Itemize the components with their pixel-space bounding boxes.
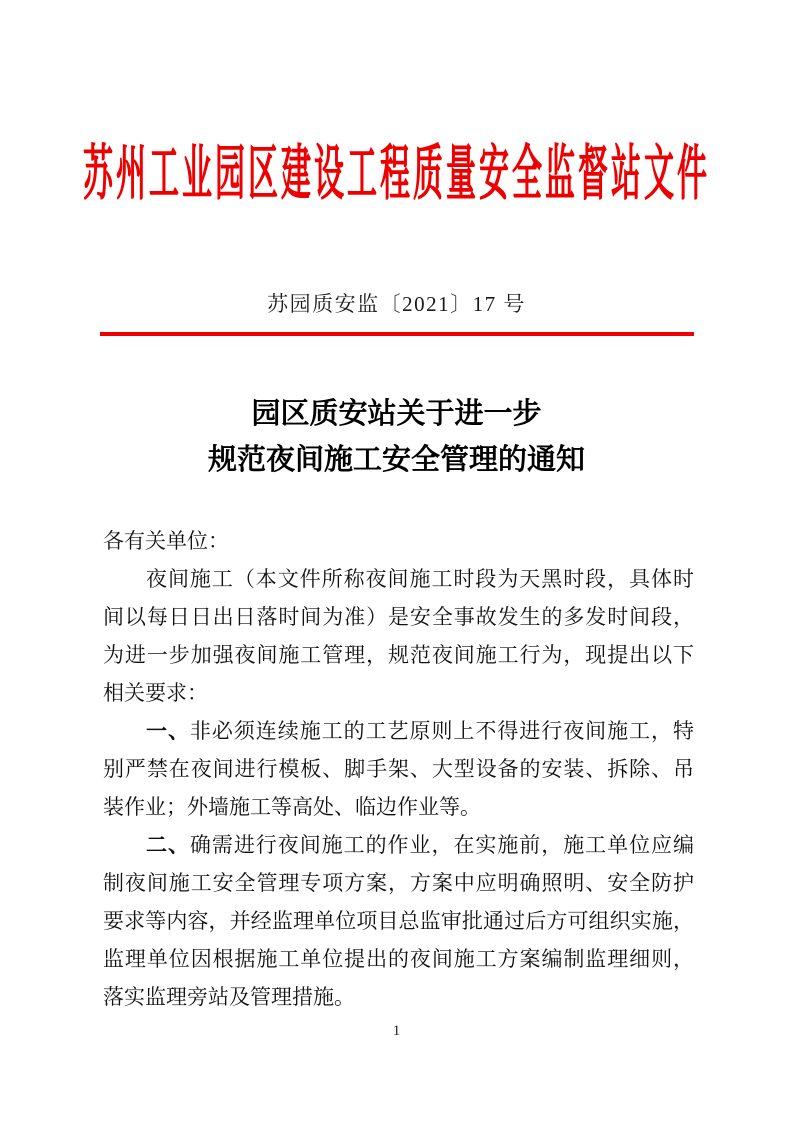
- document-number: 苏园质安监〔2021〕17 号: [267, 292, 526, 316]
- body-line-text: 落实监理旁站及管理措施。: [103, 985, 355, 1009]
- body-line: [103, 598, 694, 636]
- body-line-text: 要求等内容，并经监理单位项目总监审批通过后方可组织实施，: [103, 909, 694, 933]
- red-divider-line: [100, 332, 694, 336]
- body-line-text: 各有关单位：: [103, 529, 229, 553]
- body-line: [103, 940, 694, 978]
- body-line-item-1: [103, 712, 694, 750]
- body-line: [103, 674, 694, 712]
- red-header-banner: [0, 124, 793, 208]
- body-line-item-2: [103, 826, 694, 864]
- body-line-text: 制夜间施工安全管理专项方案，方案中应明确照明、安全防护: [103, 871, 694, 895]
- issuing-agency-title: 苏州工业园区建设工程质量安全监督站文件: [83, 142, 710, 208]
- body-line-text: 装作业；外墙施工等高处、临边作业等。: [103, 795, 481, 819]
- notice-title-line-1: 园区质安站关于进一步: [251, 398, 542, 430]
- body-line: [103, 864, 694, 902]
- body-line-text: 为进一步加强夜间施工管理，规范夜间施工行为，现提出以下: [103, 643, 694, 667]
- salutation-line: [103, 522, 694, 560]
- body-line-text: 夜间施工（本文件所称夜间施工时段为天黑时段，具体时: [146, 567, 694, 591]
- body-line-text: 确需进行夜间施工的作业，在实施前，施工单位应编: [189, 833, 695, 857]
- notice-title-line-2: 规范夜间施工安全管理的通知: [207, 444, 585, 476]
- item-number-emphasis: 二、: [146, 834, 190, 857]
- body-line: [103, 902, 694, 940]
- body-line-text: 别严禁在夜间进行模板、脚手架、大型设备的安装、拆除、吊: [103, 757, 694, 781]
- body-line-text: 非必须连续施工的工艺原则上不得进行夜间施工，特: [189, 719, 695, 743]
- page-number: 1: [392, 1023, 401, 1039]
- item-number-emphasis: 一、: [146, 720, 190, 743]
- body-line-text: 间以每日日出日落时间为准）是安全事故发生的多发时间段，: [103, 605, 694, 629]
- body-line: [103, 750, 694, 788]
- body-line-text: 监理单位因根据施工单位提出的夜间施工方案编制监理细则，: [103, 947, 694, 971]
- body-line: [103, 788, 694, 826]
- body-line: [103, 978, 694, 1016]
- body-line-text: 相关要求：: [103, 681, 208, 705]
- body-line: [103, 560, 694, 598]
- body-line: [103, 636, 694, 674]
- notice-title: [0, 391, 793, 483]
- body-text: [103, 522, 694, 1016]
